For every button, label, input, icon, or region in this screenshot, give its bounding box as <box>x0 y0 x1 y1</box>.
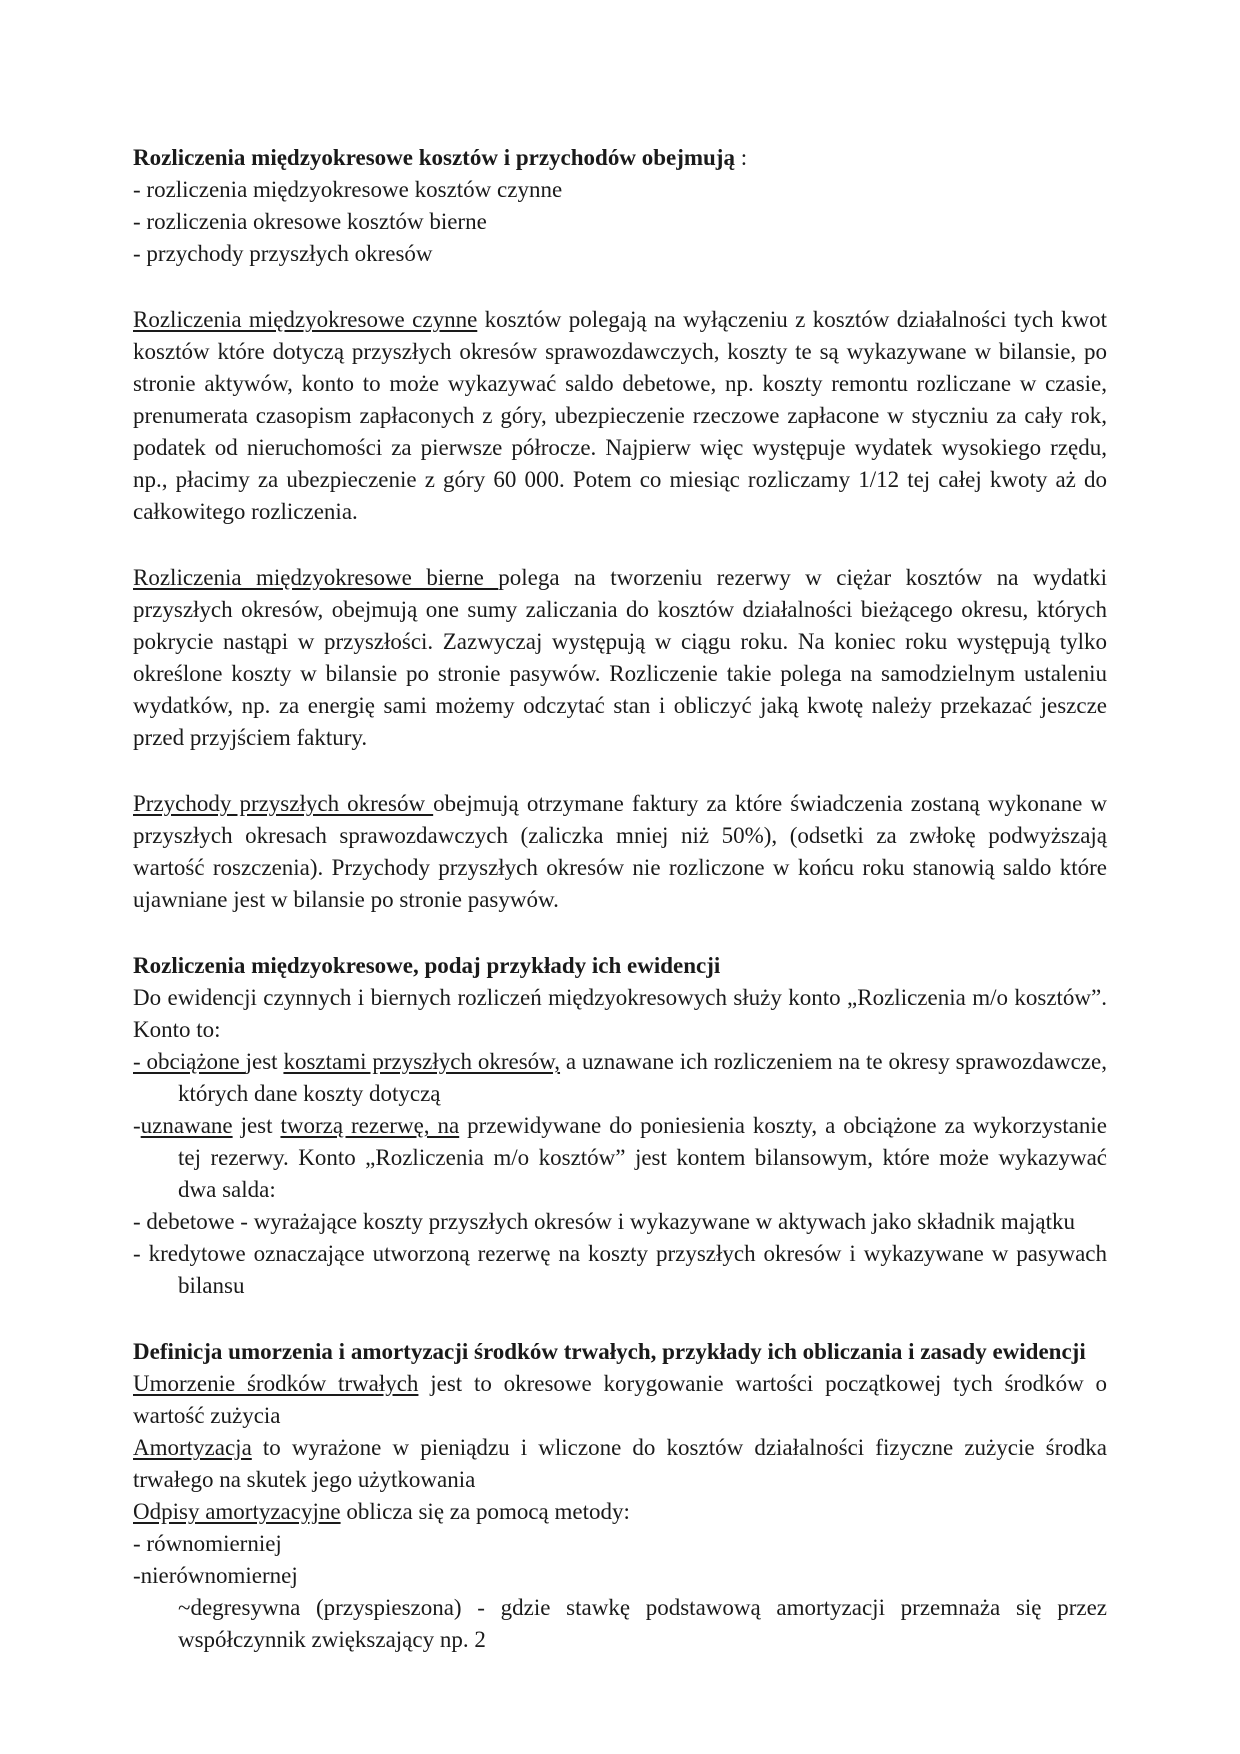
list-item-debetowe: - debetowe - wyrażające koszty przyszłych okresów i wykazywane w aktywach jako składnik majątku <box>133 1209 1076 1234</box>
paragraph-przychody <box>133 788 1107 916</box>
list-item-czynne: - rozliczenia międzyokresowe kosztów czynne <box>133 177 563 202</box>
paragraph-czynne-body: kosztów polegają na wyłączeniu z kosztów działalności tych kwot kosztów które dotyczą przyszłych okresów sprawozdawczych, koszty te są wykazywane w bilansie, po stronie aktywów, konto to może wykazywać saldo debetowe, np. koszty remontu rozliczane w czasie, prenumerata czasopism zapłaconych z góry, ubezpieczenie rzeczowe zapłacone w styczniu za cały rok, podatek od nieruchomości za pierwsze półrocze. Najpierw więc występuje wydatek wysokiego rzędu, np., płacimy za ubezpieczenie z góry 60 000. Potem co miesiąc rozliczamy 1/12 tej całej kwoty aż do całkowitego rozliczenia. <box>133 307 1108 524</box>
paragraph-rozliczenia-bierne <box>133 562 1107 754</box>
uznawane-underline-2: tworzą rezerwę, na <box>280 1113 460 1138</box>
spacer <box>133 916 1107 950</box>
obciazone-underline-1: - obciążone <box>133 1049 246 1074</box>
list-item-nierownomiernej: -nierównomiernej <box>133 1563 298 1588</box>
paragraph-przychody-body: obejmują otrzymane faktury za które świadczenia zostaną wykonane w przyszłych okresach sprawozdawczych (zaliczka mniej niż 50%), (odsetki za zwłokę podwyższają wartość roszczenia). Przychody przyszłych okresów nie rozliczone w końcu roku stanowią saldo które ujawniane jest w bilansie po stronie pasywów. <box>133 791 1108 912</box>
uznawane-dash: - <box>133 1113 141 1138</box>
paragraph-rozliczenia-czynne <box>133 304 1107 528</box>
heading-definicja-umorzenia: Definicja umorzenia i amortyzacji środków trwałych, przykłady ich obliczania i zasady ewidencji <box>133 1339 1086 1364</box>
spacer <box>133 1302 1107 1336</box>
list-item-uznawane <box>133 1110 1107 1206</box>
paragraph-odpisy-lead: Odpisy amortyzacyjne <box>133 1499 341 1524</box>
paragraph-umorzenie <box>133 1368 1107 1432</box>
paragraph-bierne-lead: Rozliczenia międzyokresowe bierne <box>133 565 499 590</box>
uznawane-text-2: przewidywane do poniesienia koszty, a obciążone za wykorzystanie tej rezerwy. Konto „Rozliczenia m/o kosztów” jest kontem bilansowym, które może wykazywać dwa salda: <box>178 1113 1107 1202</box>
list-item-rownomierniej: - równomierniej <box>133 1531 282 1556</box>
obciazone-underline-2: kosztami przyszłych okresów, <box>283 1049 561 1074</box>
paragraph-konto: Do ewidencji czynnych i biernych rozliczeń międzyokresowych służy konto „Rozliczenia m/o kosztów”. Konto to: <box>133 985 1107 1042</box>
spacer <box>133 270 1107 304</box>
uznawane-text-1: jest <box>232 1113 281 1138</box>
heading-ewidencja: Rozliczenia międzyokresowe, podaj przykłady ich ewidencji <box>133 953 721 978</box>
spacer <box>133 754 1107 788</box>
paragraph-amortyzacja <box>133 1432 1107 1496</box>
heading-colon: : <box>734 145 748 170</box>
spacer <box>133 528 1107 562</box>
obciazone-text-1: jest <box>245 1049 284 1074</box>
heading-rozliczenia-obejmuja-text: Rozliczenia międzyokresowe kosztów i przychodów obejmują <box>133 145 735 170</box>
paragraph-amortyzacja-lead: Amortyzacja <box>133 1435 252 1460</box>
heading-rozliczenia-obejmuja <box>133 142 1107 174</box>
list-item-degresywna: ~degresywna (przyspieszona) - gdzie stawkę podstawową amortyzacji przemnaża się przez współczynnik zwiększający np. 2 <box>178 1595 1107 1652</box>
paragraph-odpisy-body: oblicza się za pomocą metody: <box>340 1499 630 1524</box>
obciazone-text-2: a uznawane ich rozliczeniem na te okresy sprawozdawcze, których dane koszty dotyczą <box>178 1049 1107 1106</box>
paragraph-amortyzacja-body: to wyrażone w pieniądzu i wliczone do kosztów działalności fizyczne zużycie środka trwałego na skutek jego użytkowania <box>133 1435 1107 1492</box>
paragraph-przychody-lead: Przychody przyszłych okresów <box>133 791 434 816</box>
list-item-obciazone <box>133 1046 1107 1110</box>
paragraph-bierne-body: polega na tworzeniu rezerwy w ciężar kosztów na wydatki przyszłych okresów, obejmują one sumy zaliczania do kosztów działalności bieżącego okresu, których pokrycie nastąpi w przyszłości. Zazwyczaj występują w ciągu roku. Na koniec roku występują tylko określone koszty w bilansie po stronie pasywów. Rozliczenie takie polega na samodzielnym ustaleniu wydatków, np. za energię sami możemy odczytać stan i obliczyć jaką kwotę należy przekazać jeszcze przed przyjściem faktury. <box>133 565 1107 750</box>
list-item-kredytowe: - kredytowe oznaczające utworzoną rezerwę na koszty przyszłych okresów i wykazywane w pasywach bilansu <box>133 1241 1107 1298</box>
paragraph-umorzenie-body: jest to okresowe korygowanie wartości początkowej tych środków o wartość zużycia <box>133 1371 1107 1428</box>
uznawane-underline-1: uznawane <box>140 1113 233 1138</box>
paragraph-umorzenie-lead: Umorzenie środków trwałych <box>133 1371 419 1396</box>
list-item-przychody: - przychody przyszłych okresów <box>133 241 433 266</box>
paragraph-czynne-lead: Rozliczenia międzyokresowe czynne <box>133 307 478 332</box>
paragraph-odpisy <box>133 1496 1107 1528</box>
list-item-bierne: - rozliczenia okresowe kosztów bierne <box>133 209 487 234</box>
